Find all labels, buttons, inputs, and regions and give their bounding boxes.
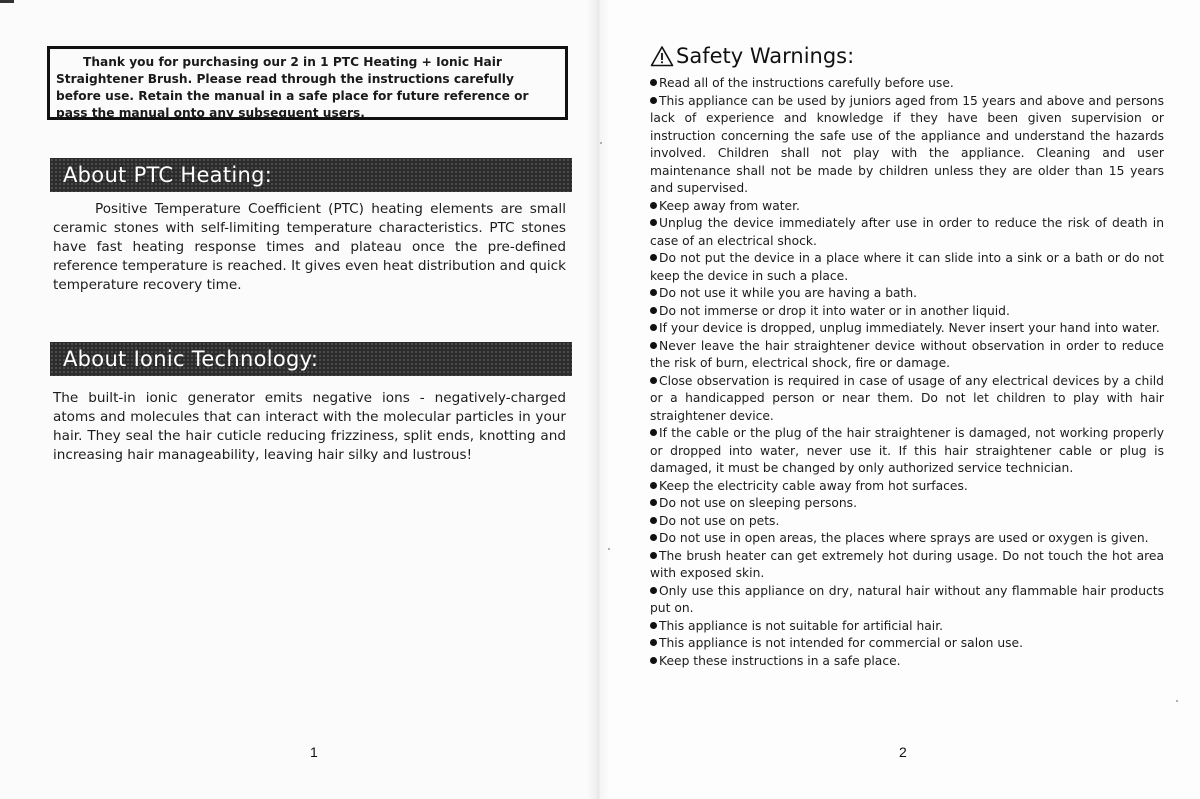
- warning-text: Keep these instructions in a safe place.: [659, 653, 901, 668]
- bullet-icon: [650, 307, 657, 314]
- warning-text: Do not immerse or drop it into water or in another liquid.: [659, 303, 1010, 318]
- left-page: [0, 0, 598, 799]
- ptc-description: Positive Temperature Coefficient (PTC) heating elements are small ceramic stones with self-limiting temperature characteristics. PTC stones have fast heating response times and plateau once the pre-defined reference temperature is reached. It gives even heat distribution and quick temperature recovery time.: [53, 201, 566, 293]
- warning-text: This appliance can be used by juniors aged from 15 years and above and persons lack of experience and knowledge if they have been given supervision or instruction concerning the safe use of the appliance and understand the hazards involved. Children shall not play with the appliance. Cleaning and user maintenance shall not be made by children unless they are older than 15 years and supervised.: [650, 93, 1164, 195]
- bullet-icon: [650, 342, 657, 349]
- warning-text: Only use this appliance on dry, natural hair without any flammable hair products put on.: [650, 583, 1164, 615]
- warning-text: If your device is dropped, unplug immediately. Never insert your hand into water.: [659, 321, 1160, 335]
- warning-item: [650, 338, 1164, 373]
- bullet-icon: [650, 499, 657, 506]
- page-number-right: 2: [899, 744, 907, 760]
- warning-text: Keep the electricity cable away from hot surfaces.: [659, 478, 968, 493]
- bullet-icon: [650, 377, 657, 384]
- bullet-icon: [650, 254, 657, 261]
- bullet-icon: [650, 517, 657, 524]
- warning-text: Do not use on sleeping persons.: [659, 496, 857, 510]
- warning-item: [650, 548, 1164, 583]
- bullet-icon: [650, 429, 657, 436]
- page-number-left: 1: [310, 744, 318, 760]
- warning-text: This appliance is not suitable for artificial hair.: [659, 618, 944, 633]
- warning-text: Read all of the instructions carefully before use.: [659, 76, 954, 90]
- warning-item: [650, 75, 1164, 93]
- bullet-icon: [650, 657, 657, 664]
- warning-text: This appliance is not intended for commercial or salon use.: [659, 636, 1024, 650]
- warning-item: [650, 198, 1164, 216]
- warning-text: Do not use it while you are having a bath.: [659, 286, 918, 300]
- warning-item: [650, 250, 1164, 285]
- warning-item: [650, 285, 1164, 303]
- bullet-icon: [650, 79, 657, 86]
- warning-item: [650, 320, 1164, 338]
- warning-item: [650, 478, 1164, 496]
- warning-item: [650, 495, 1164, 513]
- warning-text: Keep away from water.: [659, 198, 800, 213]
- ionic-heading: About Ionic Technology:: [50, 342, 572, 376]
- warning-item: [650, 373, 1164, 426]
- bullet-icon: [650, 552, 657, 559]
- bullet-icon: [650, 482, 657, 489]
- warning-item: [650, 425, 1164, 478]
- warning-item: [650, 530, 1164, 548]
- corner-mark: [0, 0, 14, 3]
- warning-item: [650, 583, 1164, 618]
- bullet-icon: [650, 534, 657, 541]
- bullet-icon: [650, 324, 657, 331]
- warning-item: [650, 635, 1164, 653]
- ionic-description: The built-in ionic generator emits negative ions - negatively-charged atoms and molecules that can interact with the molecular particles in your hair. They seal the hair cuticle reducing frizziness, split ends, knotting and increasing hair manageability, leaving hair silky and lustrous!: [53, 390, 566, 463]
- ptc-heading: About PTC Heating:: [50, 158, 572, 192]
- warning-text: The brush heater can get extremely hot during usage. Do not touch the hot area with exposed skin.: [650, 548, 1164, 580]
- warning-triangle-icon: [650, 45, 674, 67]
- warning-text: Unplug the device immediately after use in order to reduce the risk of death in case of an electrical shock.: [650, 216, 1164, 248]
- warning-item: [650, 618, 1164, 636]
- bullet-icon: [650, 639, 657, 646]
- warning-text: Close observation is required in case of usage of any electrical devices by a child or a handicapped person or near them. Do not let children to play with hair straightener device.: [650, 373, 1164, 423]
- warning-item: [650, 653, 1164, 671]
- safety-title-text: Safety Warnings:: [676, 44, 855, 68]
- bullet-icon: [650, 97, 657, 104]
- bullet-icon: [650, 219, 657, 226]
- warning-text: Do not put the device in a place where it can slide into a sink or a bath or do not keep the device in such a place.: [650, 251, 1164, 283]
- bullet-icon: [650, 587, 657, 594]
- bullet-icon: [650, 622, 657, 629]
- warning-item: [650, 303, 1164, 321]
- scan-speck: [600, 142, 602, 144]
- warning-text: Do not use in open areas, the places where sprays are used or oxygen is given.: [659, 531, 1149, 545]
- safety-warnings-list: [650, 75, 1164, 670]
- warning-item: [650, 513, 1164, 531]
- warning-text: Do not use on pets.: [659, 513, 780, 528]
- warning-item: [650, 93, 1164, 198]
- bullet-icon: [650, 289, 657, 296]
- book-gutter: [586, 0, 610, 799]
- thank-you-notice: Thank you for purchasing our 2 in 1 PTC Heating + Ionic Hair Straightener Brush. Please read through the instructions carefully before use. Retain the manual in a safe place for future reference or pass the manual onto any subsequent users.: [47, 46, 568, 120]
- warning-text: If the cable or the plug of the hair straightener is damaged, not working properly or dropped into water, never use it. If this hair straightener cable or plug is damaged, it must be changed by only authorized service technician.: [650, 426, 1164, 475]
- warning-text: Never leave the hair straightener device without observation in order to reduce the risk of burn, electrical shock, fire or damage.: [650, 338, 1164, 370]
- warning-item: [650, 215, 1164, 250]
- safety-title: [650, 42, 854, 70]
- bullet-icon: [650, 202, 657, 209]
- scan-speck: [608, 548, 610, 550]
- scan-speck: [1176, 700, 1178, 702]
